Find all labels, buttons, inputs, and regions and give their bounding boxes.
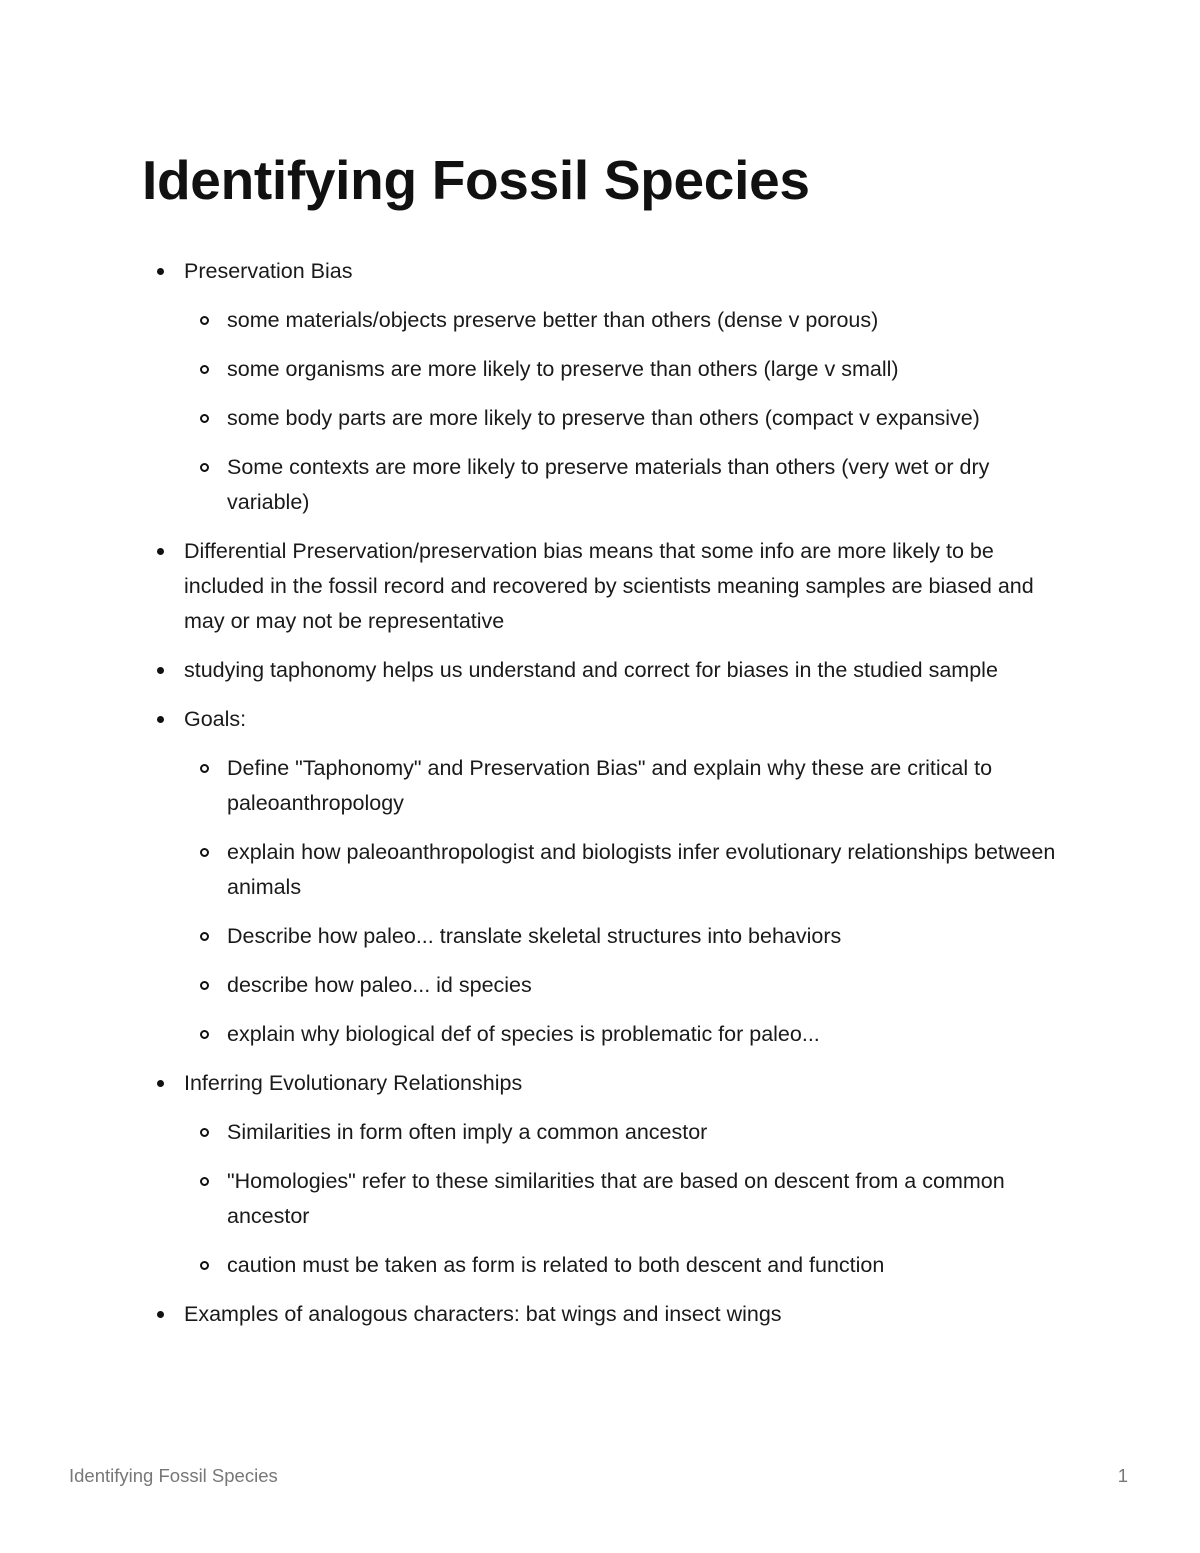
bullet-icon bbox=[157, 1080, 164, 1087]
bullet-icon bbox=[157, 667, 164, 674]
footer-page-number: 1 bbox=[1117, 1465, 1128, 1486]
sub-bullet-list bbox=[184, 751, 1070, 1052]
hollow-bullet-icon bbox=[200, 1030, 209, 1039]
hollow-bullet-icon bbox=[200, 981, 209, 990]
sub-list-item-text: some body parts are more likely to preserve than others (compact v expansive) bbox=[227, 406, 980, 430]
sub-list-item bbox=[184, 1164, 1070, 1234]
list-item-text: Preservation Bias bbox=[184, 259, 353, 283]
hollow-bullet-icon bbox=[200, 463, 209, 472]
list-item bbox=[140, 702, 1070, 1052]
sub-list-item bbox=[184, 352, 1070, 387]
hollow-bullet-icon bbox=[200, 1177, 209, 1186]
list-item-text: Examples of analogous characters: bat wings and insect wings bbox=[184, 1302, 782, 1326]
sub-list-item bbox=[184, 835, 1070, 905]
list-item bbox=[140, 1066, 1070, 1283]
list-item bbox=[140, 254, 1070, 520]
sub-list-item-text: explain how paleoanthropologist and biologists infer evolutionary relationships between animals bbox=[227, 840, 1056, 899]
list-item-text: Goals: bbox=[184, 707, 247, 731]
sub-list-item bbox=[184, 968, 1070, 1003]
sub-list-item bbox=[184, 450, 1070, 520]
sub-bullet-list bbox=[184, 1115, 1070, 1283]
sub-list-item bbox=[184, 1248, 1070, 1283]
hollow-bullet-icon bbox=[200, 316, 209, 325]
list-item-text: Inferring Evolutionary Relationships bbox=[184, 1071, 523, 1095]
sub-list-item bbox=[184, 303, 1070, 338]
sub-bullet-list bbox=[184, 303, 1070, 520]
list-item-text: Differential Preservation/preservation bias means that some info are more likely to be included in the fossil record and recovered by scientists meaning samples are biased and may or may not be representative bbox=[184, 539, 1034, 633]
sub-list-item-text: Some contexts are more likely to preserve materials than others (very wet or dry variable) bbox=[227, 455, 990, 514]
sub-list-item bbox=[184, 1115, 1070, 1150]
hollow-bullet-icon bbox=[200, 1261, 209, 1270]
sub-list-item-text: caution must be taken as form is related to both descent and function bbox=[227, 1253, 885, 1277]
hollow-bullet-icon bbox=[200, 932, 209, 941]
page-title: Identifying Fossil Species bbox=[142, 149, 810, 211]
hollow-bullet-icon bbox=[200, 414, 209, 423]
list-item bbox=[140, 1297, 1070, 1332]
sub-list-item-text: Similarities in form often imply a common ancestor bbox=[227, 1120, 708, 1144]
hollow-bullet-icon bbox=[200, 1128, 209, 1137]
sub-list-item bbox=[184, 1017, 1070, 1052]
bullet-icon bbox=[157, 268, 164, 275]
sub-list-item-text: "Homologies" refer to these similarities that are based on descent from a common ancestor bbox=[227, 1169, 1005, 1228]
document-content bbox=[140, 254, 1070, 1346]
list-item bbox=[140, 534, 1070, 639]
sub-list-item bbox=[184, 919, 1070, 954]
bullet-list bbox=[140, 254, 1070, 1332]
hollow-bullet-icon bbox=[200, 848, 209, 857]
hollow-bullet-icon bbox=[200, 764, 209, 773]
sub-list-item bbox=[184, 401, 1070, 436]
sub-list-item-text: Define "Taphonomy" and Preservation Bias" and explain why these are critical to paleoanthropology bbox=[227, 756, 993, 815]
sub-list-item-text: explain why biological def of species is problematic for paleo... bbox=[227, 1022, 820, 1046]
bullet-icon bbox=[157, 1311, 164, 1318]
list-item-text: studying taphonomy helps us understand and correct for biases in the studied sample bbox=[184, 658, 998, 682]
sub-list-item bbox=[184, 751, 1070, 821]
sub-list-item-text: some materials/objects preserve better than others (dense v porous) bbox=[227, 308, 879, 332]
sub-list-item-text: describe how paleo... id species bbox=[227, 973, 532, 997]
footer-title: Identifying Fossil Species bbox=[69, 1465, 278, 1486]
sub-list-item-text: some organisms are more likely to preserve than others (large v small) bbox=[227, 357, 899, 381]
hollow-bullet-icon bbox=[200, 365, 209, 374]
bullet-icon bbox=[157, 548, 164, 555]
bullet-icon bbox=[157, 716, 164, 723]
sub-list-item-text: Describe how paleo... translate skeletal structures into behaviors bbox=[227, 924, 842, 948]
list-item bbox=[140, 653, 1070, 688]
